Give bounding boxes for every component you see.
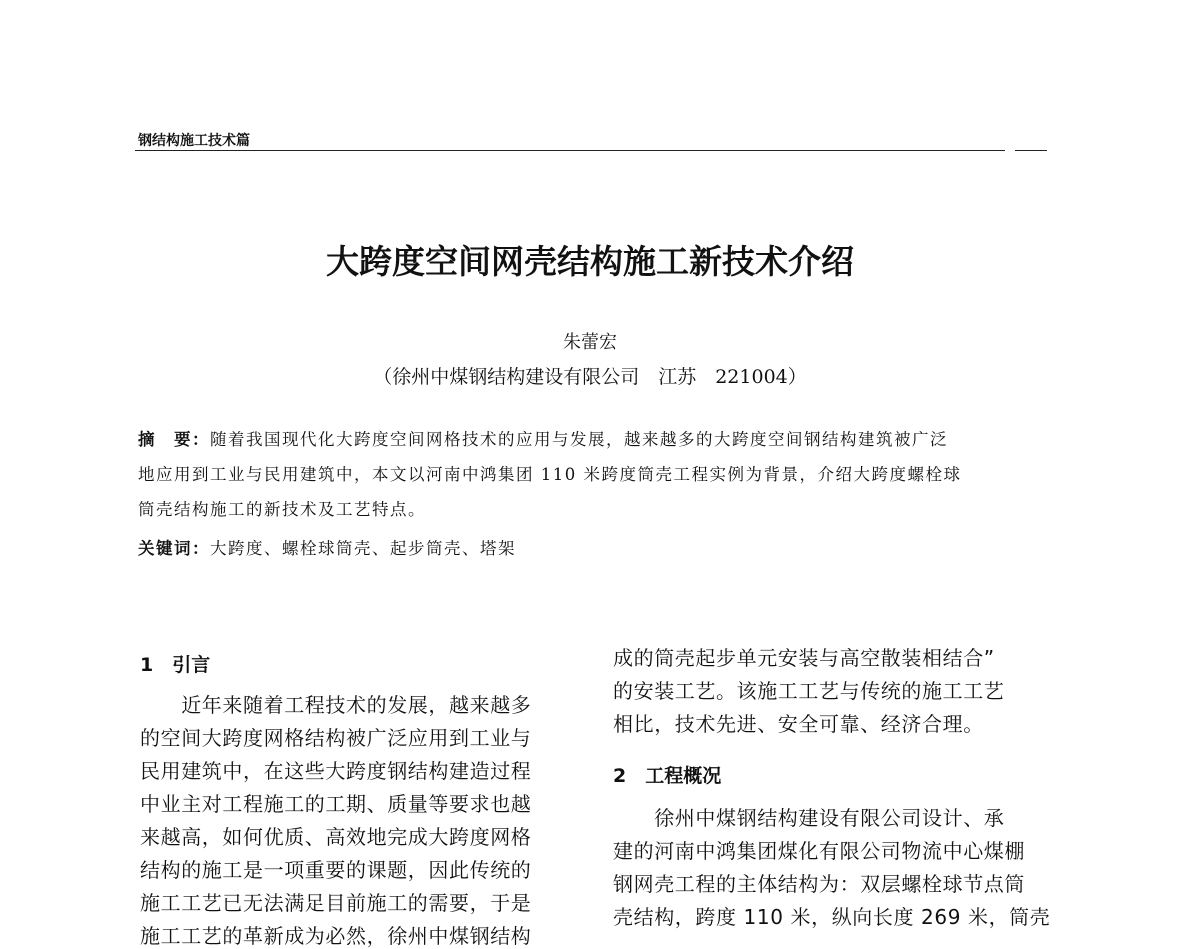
abstract-label: 摘 要： <box>138 430 210 449</box>
body-line: 徐州中煤钢结构建设有限公司设计、承 <box>613 806 1005 830</box>
body-line: 结构的施工是一项重要的课题，因此传统的 <box>140 858 532 882</box>
section-2-heading: 2 工程概况 <box>613 765 722 787</box>
abstract-line: 筒壳结构施工的新技术及工艺特点。 <box>138 500 426 519</box>
running-head: 钢结构施工技术篇 <box>138 133 250 149</box>
body-line: 壳结构，跨度 110 米，纵向长度 269 米，筒壳 <box>613 905 1051 929</box>
body-line: 成的筒壳起步单元安装与高空散装相结合” <box>613 646 995 670</box>
body-line: 民用建筑中，在这些大跨度钢结构建造过程 <box>140 759 532 783</box>
body-line: 建的河南中鸿集团煤化有限公司物流中心煤棚 <box>613 839 1025 863</box>
paper-title: 大跨度空间网壳结构施工新技术介绍 <box>326 242 854 281</box>
body-line: 的空间大跨度网格结构被广泛应用到工业与 <box>140 726 532 750</box>
header-rule <box>135 150 1005 151</box>
abstract-line <box>138 426 948 450</box>
body-line: 来越高，如何优质、高效地完成大跨度网格 <box>140 825 532 849</box>
header-rule-end <box>1015 150 1047 151</box>
body-line: 相比，技术先进、安全可靠、经济合理。 <box>613 712 984 736</box>
abstract-line: 地应用到工业与民用建筑中，本文以河南中鸿集团 110 米跨度筒壳工程实例为背景，介绍大跨度螺栓球 <box>138 465 962 484</box>
keywords-text: 大跨度、螺栓球筒壳、起步筒壳、塔架 <box>210 539 516 558</box>
body-line: 近年来随着工程技术的发展，越来越多 <box>140 693 532 717</box>
body-line: 的安装工艺。该施工工艺与传统的施工工艺 <box>613 679 1005 703</box>
keywords-label: 关键词： <box>138 539 210 558</box>
section-1-heading: 1 引言 <box>140 654 211 676</box>
body-line: 中业主对工程施工的工期、质量等要求也越 <box>140 792 532 816</box>
body-line: 施工工艺的革新成为必然，徐州中煤钢结构 <box>140 924 532 948</box>
keywords-line <box>138 535 516 559</box>
abstract-text: 随着我国现代化大跨度空间网格技术的应用与发展，越来越多的大跨度空间钢结构建筑被广泛 <box>210 430 948 449</box>
affiliation: （徐州中煤钢结构建设有限公司 江苏 221004） <box>373 366 807 388</box>
body-line: 施工工艺已无法满足目前施工的需要，于是 <box>140 891 532 915</box>
body-line: 钢网壳工程的主体结构为：双层螺栓球节点筒 <box>613 872 1025 896</box>
author: 朱蕾宏 <box>563 332 617 353</box>
